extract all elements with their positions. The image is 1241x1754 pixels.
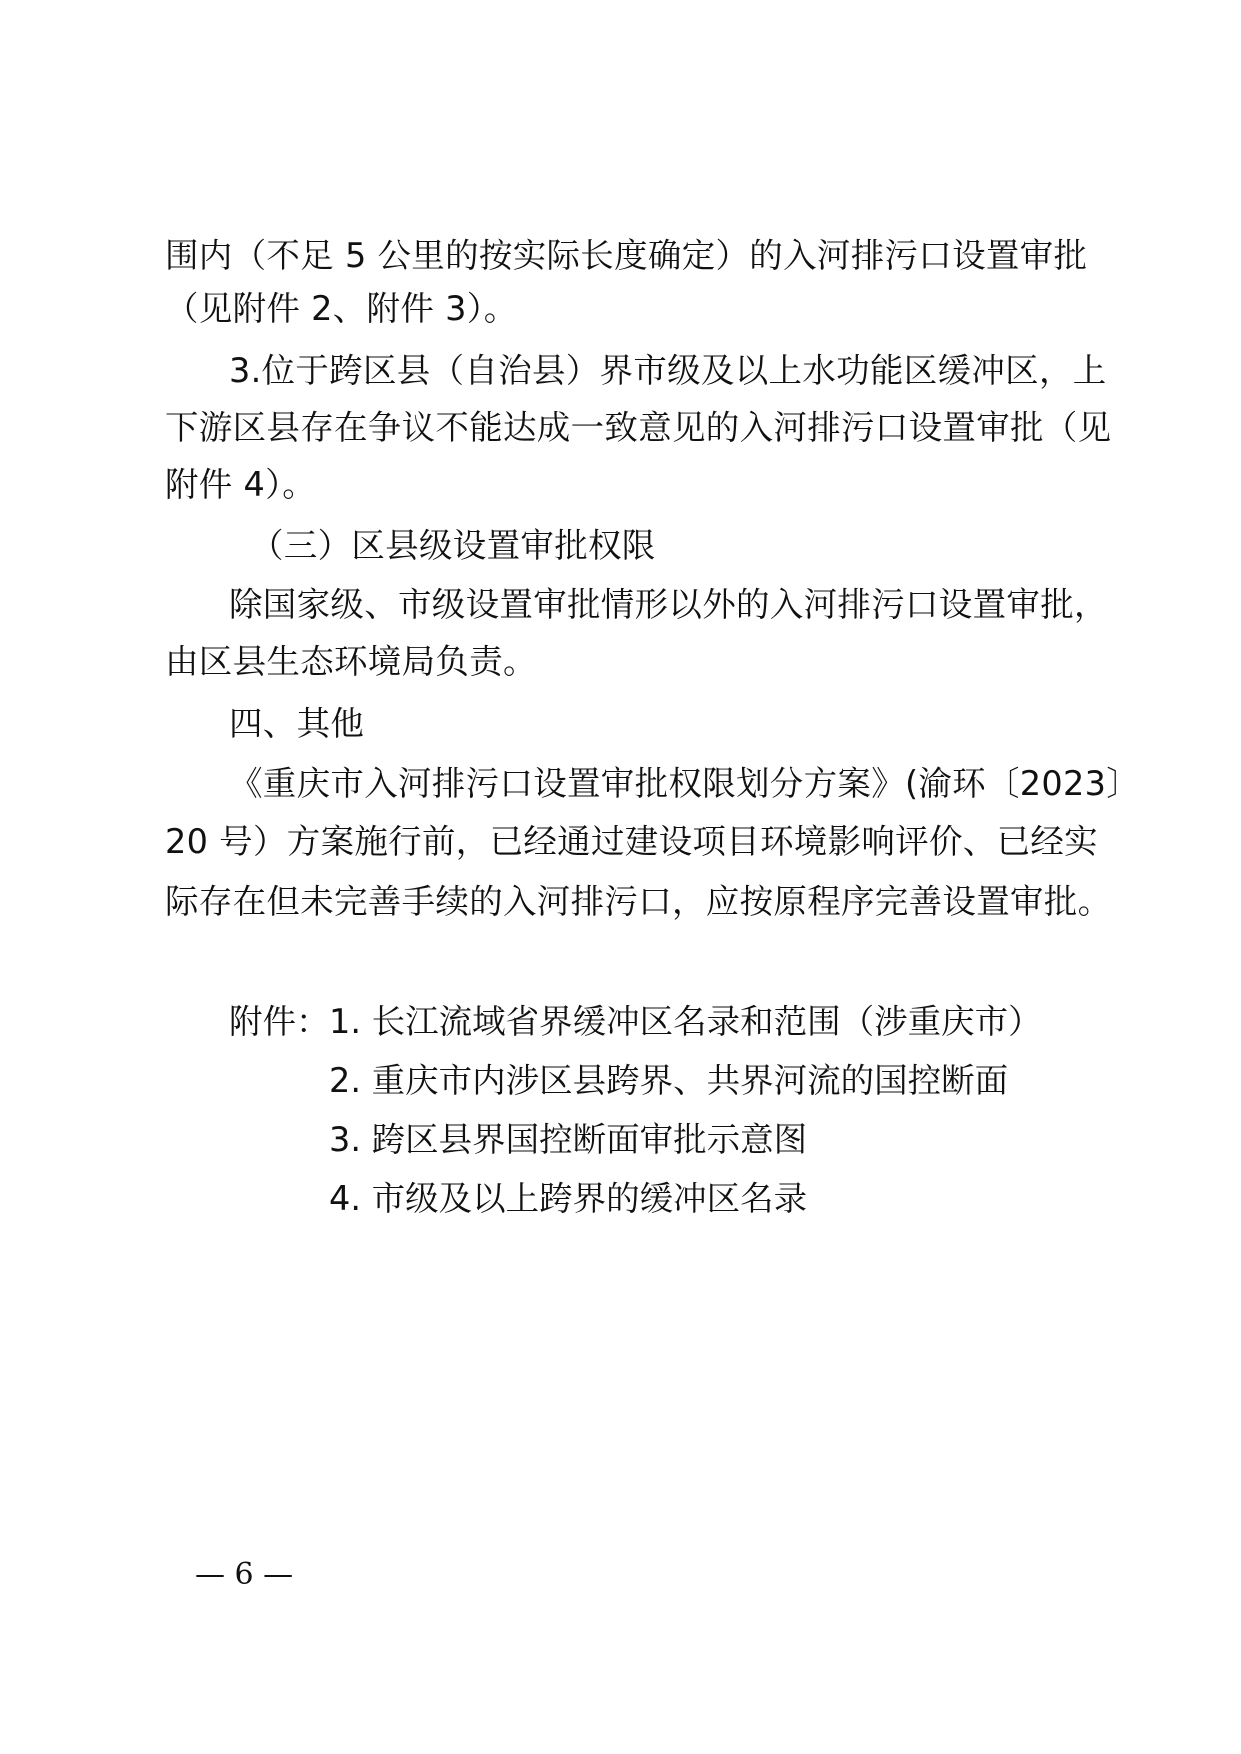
attachment-item-3: 3. 跨区县界国控断面审批示意图: [329, 1120, 808, 1159]
body-line-4: 下游区县存在争议不能达成一致意见的入河排污口设置审批（见: [165, 408, 1112, 447]
section-heading-4: 四、其他: [229, 704, 365, 743]
section-heading-3: （三）区县级设置审批权限: [250, 526, 656, 565]
body-line-2: （见附件 2、附件 3）。: [165, 289, 518, 328]
attachment-item-4: 4. 市级及以上跨界的缓冲区名录: [329, 1179, 808, 1218]
attachments-label: 附件：: [229, 1002, 330, 1041]
body-line-11: 20 号）方案施行前，已经通过建设项目环境影响评价、已经实: [165, 822, 1098, 861]
body-line-3: 3.位于跨区县（自治县）界市级及以上水功能区缓冲区，上: [229, 351, 1107, 390]
body-line-8: 由区县生态环境局负责。: [165, 642, 537, 681]
body-line-7: 除国家级、市级设置审批情形以外的入河排污口设置审批，: [229, 585, 1108, 624]
attachment-item-2: 2. 重庆市内涉区县跨界、共界河流的国控断面: [329, 1061, 1009, 1100]
body-line-12: 际存在但未完善手续的入河排污口，应按原程序完善设置审批。: [165, 882, 1112, 921]
body-line-1: 围内（不足 5 公里的按实际长度确定）的入河排污口设置审批: [165, 236, 1088, 275]
body-line-5: 附件 4）。: [165, 465, 317, 504]
attachment-item-1: 1. 长江流域省界缓冲区名录和范围（涉重庆市）: [329, 1002, 1042, 1041]
page-number: — 6 —: [195, 1557, 294, 1592]
body-line-10: 《重庆市入河排污口设置审批权限划分方案》(渝环〔2023〕: [229, 764, 1141, 803]
